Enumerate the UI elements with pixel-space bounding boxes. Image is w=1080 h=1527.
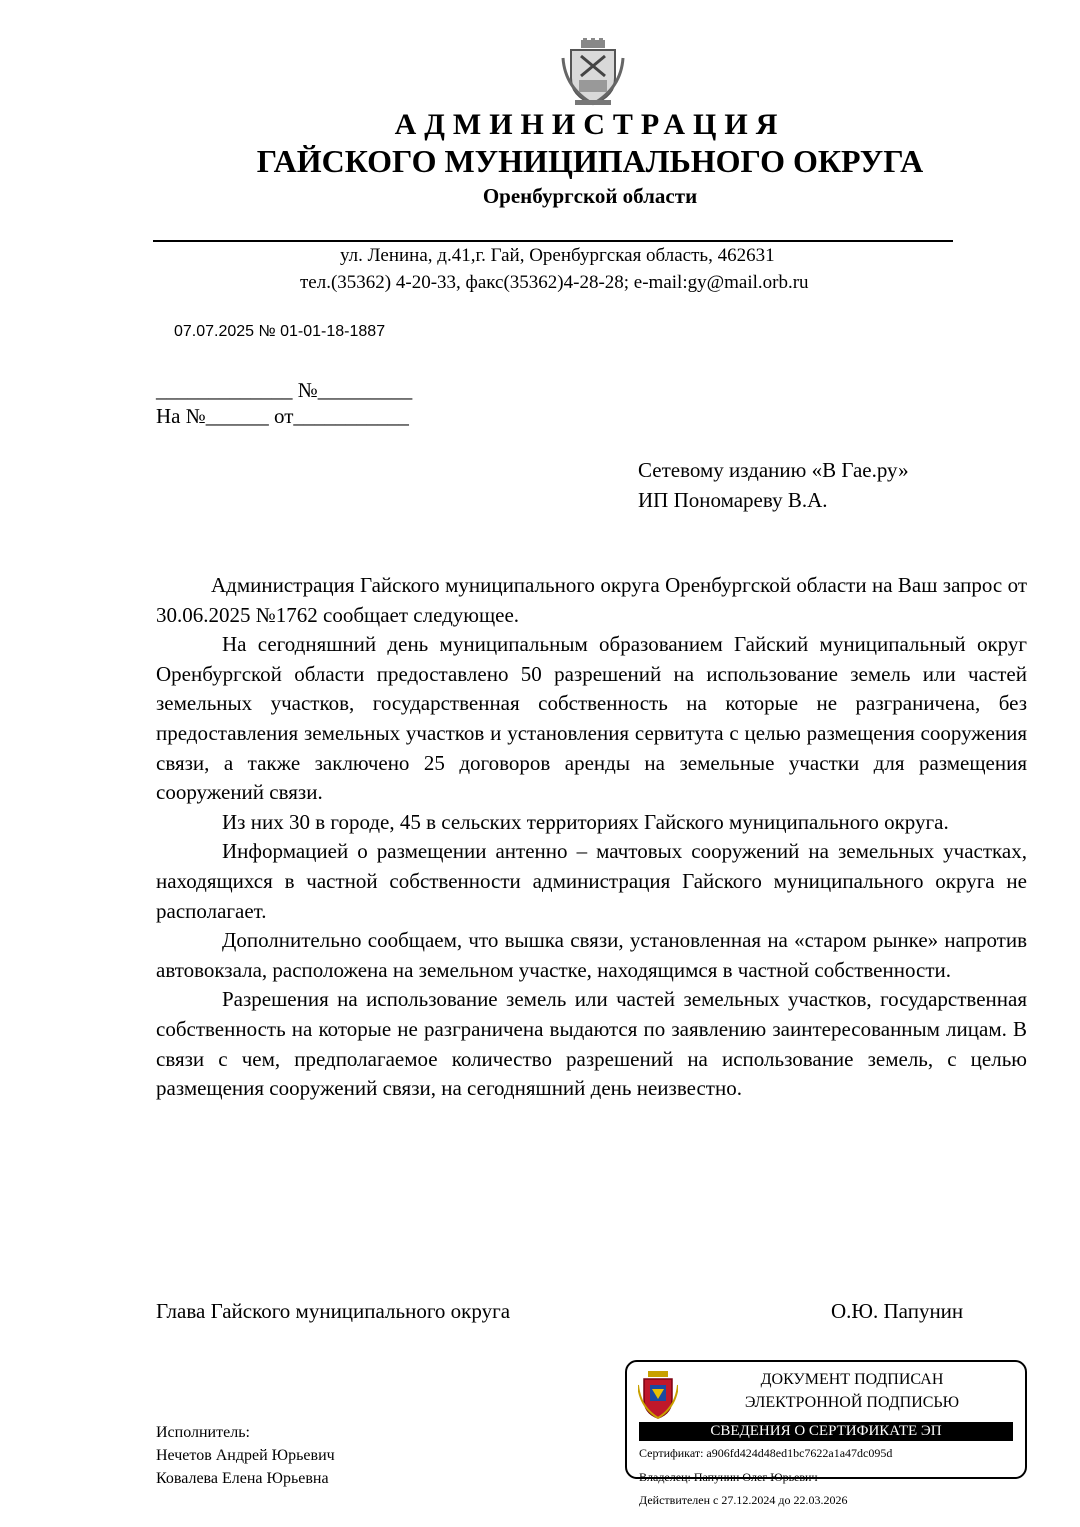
executor-block: [156, 1421, 335, 1490]
body-paragraph: Информацией о размещении антенно – мачтовых сооружений на земельных участках, находящихся в частной собственности администрация Гайского муниципального округа не располагает.: [156, 839, 1027, 923]
stamp-certificate-id: Сертификат: a906fd424d48ed1bc7622a1a47dc095d: [639, 1446, 893, 1460]
body-paragraph: Администрация Гайского муниципального округа Оренбургской области на Ваш запрос от 30.06.2025 №1762 сообщает следующее.: [156, 573, 1027, 627]
recipient-line1: Сетевому изданию «В Гае.ру»: [638, 458, 909, 482]
org-name-line2: ГАЙСКОГО МУНИЦИПАЛЬНОГО ОКРУГА: [256, 143, 924, 179]
executor-person: Ковалева Елена Юрьевна: [156, 1470, 329, 1487]
stamp-certificate-header: СВЕДЕНИЯ О СЕРТИФИКАТЕ ЭП: [639, 1422, 1013, 1441]
executor-label: Исполнитель:: [156, 1424, 250, 1441]
header-divider: [153, 240, 953, 242]
org-contacts: тел.(35362) 4-20-33, факс(35362)4-28-28; e-mail:gy@mail.orb.ru: [300, 272, 809, 293]
signatory-name: О.Ю. Папунин: [831, 1299, 964, 1323]
stamp-owner: Владелец: Папунин Олег Юрьевич: [639, 1470, 818, 1484]
body-paragraph: Из них 30 в городе, 45 в сельских территориях Гайского муниципального округа.: [222, 809, 949, 834]
recipient-block: [638, 455, 909, 515]
executor-person: Нечетов Андрей Юрьевич: [156, 1447, 335, 1464]
body-paragraph: Разрешения на использование земель или частей земельных участков, государственная собственность на которые не разграничена выдаются по заявлению заинтересованным лицам. В связи с чем, предполагаемое количество разрешений на использование земель, с целью размещения сооружений связи, на сегодняшний день неизвестно.: [156, 987, 1027, 1101]
org-name-line1: АДМИНИСТРАЦИЯ: [394, 108, 786, 141]
recipient-line2: ИП Пономареву В.А.: [638, 488, 828, 512]
stamp-title-line2: ЭЛЕКТРОННОЙ ПОДПИСЬЮ: [744, 1394, 960, 1411]
signatory-title: Глава Гайского муниципального округа: [156, 1299, 511, 1323]
registration-number: 07.07.2025 № 01-01-18-1887: [174, 323, 386, 340]
electronic-signature-stamp: [625, 1360, 1027, 1507]
stamp-validity: Действителен с 27.12.2024 до 22.03.2026: [639, 1493, 848, 1507]
org-region: Оренбургской области: [482, 184, 698, 208]
body-paragraph: На сегодняшний день муниципальным образованием Гайский муниципальный округ Оренбургской области предоставлено 50 разрешений на использование земель или частей земельных участков, государственная собственность на которые не разграничена, без предоставления земельных участков и установления сервитута с целью размещения сооружения связи, а также заключено 25 договоров аренды на земельные участки для размещения сооружений связи.: [156, 632, 1027, 805]
municipal-coat-of-arms-icon: [561, 38, 625, 106]
blank-reference-field: На №______ от___________: [156, 404, 409, 428]
blank-number-field: _____________ №_________: [156, 378, 413, 402]
org-address: ул. Ленина, д.41,г. Гай, Оренбургская область, 462631: [340, 245, 775, 266]
letter-body: [156, 571, 1027, 1104]
regional-coat-of-arms-icon: [638, 1371, 678, 1419]
stamp-title-line1: ДОКУМЕНТ ПОДПИСАН: [760, 1371, 944, 1388]
body-paragraph: Дополнительно сообщаем, что вышка связи, установленная на «старом рынке» напротив автовокзала, расположена на земельном участке, находящимся в частной собственности.: [156, 928, 1027, 982]
